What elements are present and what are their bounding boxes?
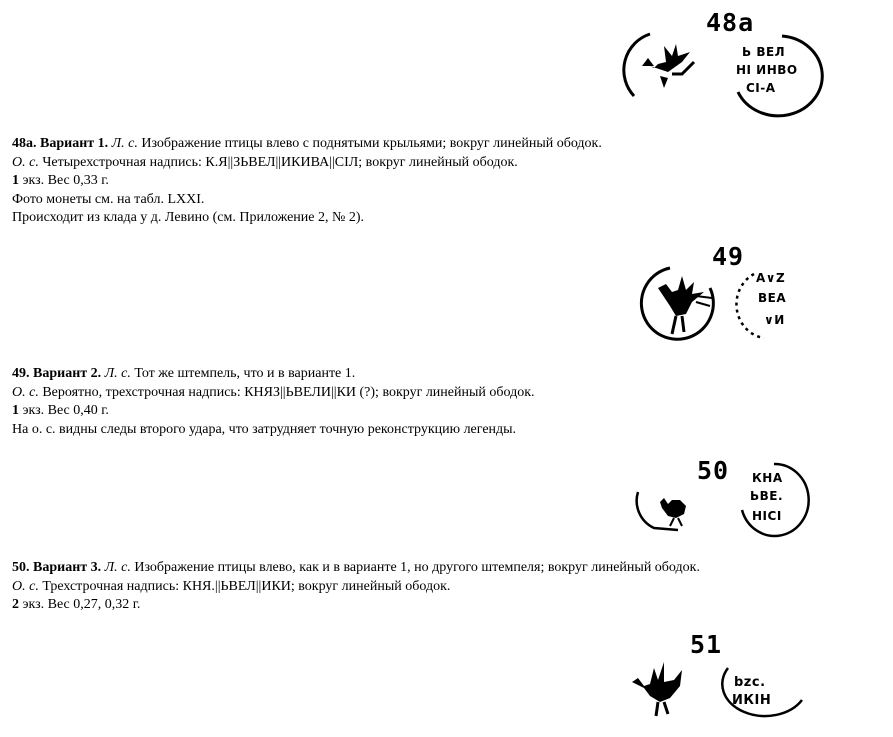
variant-label: Вариант 1.	[40, 136, 109, 151]
coin-number-50: 50	[697, 456, 730, 485]
obverse-text: Изображение птицы влево с поднятыми крыльями; вокруг линейный ободок.	[141, 136, 602, 151]
coin-entry-49	[12, 365, 535, 439]
reverse-abbr: О. с.	[12, 154, 39, 170]
reverse-line	[12, 578, 700, 597]
weight-text: экз. Вес 0,40 г.	[22, 403, 109, 418]
variant-label: Вариант 2.	[33, 366, 102, 381]
coin-number-49: 49	[712, 242, 745, 271]
note-provenance: Происходит из клада у д. Левино (см. Приложение 2, № 2).	[12, 210, 365, 225]
coin-entry-50	[12, 559, 700, 615]
drawing-legend-49-line-1: А∨Z	[756, 271, 786, 285]
obverse-text: Тот же штемпель, что и в варианте 1.	[134, 366, 356, 381]
variant-label: Вариант 3.	[33, 560, 102, 575]
obverse-line	[12, 365, 535, 384]
weight-line	[12, 596, 700, 615]
entry-id: 50.	[12, 560, 30, 575]
weight-line	[12, 402, 535, 421]
coin-number-48a: 48a	[706, 8, 755, 37]
reverse-text: Трехстрочная надпись: КНЯ.||ЬВЕЛ||ИКИ; вокруг линейный ободок.	[42, 578, 451, 594]
reverse-abbr: О. с.	[12, 384, 39, 400]
drawing-legend-51-line-1: bzc.	[734, 675, 766, 690]
drawing-legend-50-line-1: КНА	[752, 471, 783, 485]
bird-obverse-50-icon	[632, 484, 702, 534]
drawing-legend-50-line-3: НIСІ	[752, 509, 782, 523]
coin-entry-48a	[12, 135, 602, 228]
reverse-rim-51	[718, 660, 812, 720]
specimen-count: 1	[12, 403, 19, 418]
entry-id: 48a.	[12, 136, 37, 151]
drawing-legend-50-line-2: ЬВЕ.	[750, 489, 784, 503]
note-photo: Фото монеты см. на табл. LXXI.	[12, 191, 205, 207]
drawing-legend-49-line-2: ВЕА	[758, 291, 787, 305]
drawing-legend-48a-line-1: Ь ВЕЛ	[742, 45, 786, 59]
drawing-legend-48a-line-3: СІ-А	[746, 81, 776, 95]
entry-id: 49.	[12, 366, 30, 381]
obverse-line	[12, 135, 602, 154]
bird-obverse-48a-icon	[620, 26, 720, 106]
obverse-text: Изображение птицы влево, как и в варианте 1, но другого штемпеля; вокруг линейный ободок.	[134, 560, 700, 575]
drawing-legend-49-line-3: ∨И	[764, 313, 785, 327]
weight-text: экз. Вес 0,27, 0,32 г.	[22, 597, 141, 612]
drawing-legend-51-line-2: ИКІН	[732, 693, 772, 708]
reverse-line	[12, 384, 535, 403]
specimen-count: 2	[12, 597, 19, 612]
obverse-abbr: Л. с.	[111, 136, 138, 151]
note-double-strike: На о. с. видны следы второго удара, что затрудняет точную реконструкцию легенды.	[12, 421, 517, 437]
drawing-legend-48a-line-2: НІ ИНВО	[736, 63, 798, 77]
weight-line	[12, 172, 602, 191]
specimen-count: 1	[12, 173, 19, 188]
coin-number-51: 51	[690, 630, 723, 659]
obverse-abbr: Л. с.	[104, 366, 131, 381]
reverse-text: Четырехстрочная надпись: К.Я||ЗЬВЕЛ||ИКИВА||СIЛ; вокруг линейный ободок.	[42, 154, 518, 170]
bird-obverse-49-icon	[630, 262, 730, 344]
obverse-line	[12, 559, 700, 578]
weight-text: экз. Вес 0,33 г.	[22, 173, 109, 188]
reverse-line	[12, 154, 602, 173]
bird-obverse-51-icon	[628, 656, 690, 720]
reverse-text: Вероятно, трехстрочная надпись: КНЯЗ||ЬВЕЛИ||КИ (?); вокруг линейный ободок.	[42, 384, 535, 400]
reverse-abbr: О. с.	[12, 578, 39, 594]
obverse-abbr: Л. с.	[104, 560, 131, 575]
